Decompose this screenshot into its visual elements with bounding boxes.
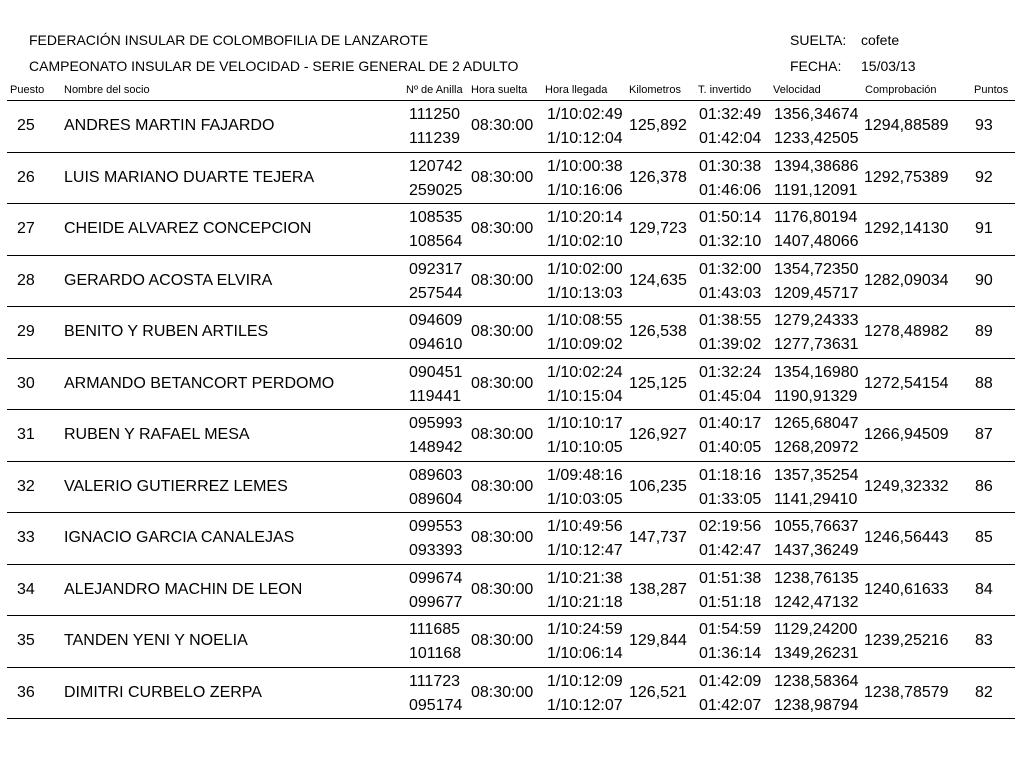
row-nombre: IGNACIO GARCIA CANALEJAS <box>64 529 295 546</box>
row-hora-suelta: 08:30:00 <box>471 683 534 701</box>
row-velocidad-1: 1356,34674 <box>774 106 859 123</box>
row-comprobacion: 1294,88589 <box>864 117 949 134</box>
row-velocidad-2: 1349,26231 <box>774 645 859 662</box>
table-row <box>7 564 1015 617</box>
row-kilometros: 138,287 <box>629 580 687 598</box>
row-tiempo-1: 01:18:16 <box>699 466 762 484</box>
row-puntos: 84 <box>975 580 993 598</box>
row-tiempo-1: 01:40:17 <box>699 415 762 432</box>
row-velocidad-2: 1238,98794 <box>774 696 859 714</box>
row-hora-suelta: 08:30:00 <box>471 271 534 289</box>
row-hora-suelta: 08:30:00 <box>471 426 534 443</box>
col-kilometros: Kilometros <box>629 84 681 96</box>
row-anilla-1: 099674 <box>409 569 463 587</box>
row-anilla-2: 093393 <box>409 542 463 559</box>
row-velocidad-2: 1233,42505 <box>774 130 859 147</box>
row-puntos: 89 <box>975 323 993 340</box>
row-velocidad-2: 1191,12091 <box>774 181 858 199</box>
row-puesto: 32 <box>17 477 35 495</box>
row-llegada-2: 1/10:13:03 <box>547 284 623 302</box>
row-anilla-1: 111723 <box>409 672 461 690</box>
row-llegada-1: 1/10:12:09 <box>547 672 623 690</box>
row-anilla-1: 120742 <box>409 157 463 175</box>
row-anilla-2: 089604 <box>409 490 463 508</box>
row-puesto: 30 <box>17 374 35 392</box>
row-nombre: DIMITRI CURBELO ZERPA <box>64 683 262 701</box>
row-llegada-2: 1/10:09:02 <box>547 336 623 353</box>
row-anilla-2: 111239 <box>409 130 461 147</box>
row-anilla-1: 111685 <box>409 621 461 638</box>
row-comprobacion: 1292,14130 <box>864 220 949 237</box>
row-tiempo-1: 01:51:38 <box>699 569 762 587</box>
row-puesto: 28 <box>17 271 35 289</box>
row-anilla-2: 259025 <box>409 181 463 199</box>
row-comprobacion: 1246,56443 <box>864 529 949 546</box>
col-velocidad: Velocidad <box>773 84 821 96</box>
row-puesto: 26 <box>17 168 35 186</box>
row-llegada-2: 1/10:02:10 <box>547 233 623 250</box>
row-kilometros: 126,378 <box>629 168 687 186</box>
row-anilla-1: 108535 <box>409 209 463 226</box>
row-puesto: 36 <box>17 683 35 701</box>
row-nombre: BENITO Y RUBEN ARTILES <box>64 323 269 340</box>
row-llegada-2: 1/10:12:07 <box>547 696 623 714</box>
row-llegada-1: 1/09:48:16 <box>547 466 623 484</box>
table-row <box>7 100 1015 153</box>
row-llegada-2: 1/10:16:06 <box>547 181 623 199</box>
row-hora-suelta: 08:30:00 <box>471 117 534 134</box>
row-hora-suelta: 08:30:00 <box>471 580 534 598</box>
row-tiempo-1: 01:42:09 <box>699 672 762 690</box>
row-tiempo-2: 01:33:05 <box>699 490 762 508</box>
row-puntos: 85 <box>975 529 993 546</box>
table-row <box>7 615 1015 668</box>
row-kilometros: 126,538 <box>629 323 687 340</box>
row-hora-suelta: 08:30:00 <box>471 632 534 649</box>
row-nombre: ANDRES MARTIN FAJARDO <box>64 117 275 134</box>
row-puntos: 86 <box>975 477 993 495</box>
col-hora-suelta: Hora suelta <box>471 84 528 96</box>
row-anilla-1: 089603 <box>409 466 463 484</box>
table-row <box>7 306 1015 359</box>
row-comprobacion: 1292,75389 <box>864 168 949 186</box>
row-comprobacion: 1282,09034 <box>864 271 949 289</box>
row-anilla-1: 111250 <box>409 106 461 123</box>
row-hora-suelta: 08:30:00 <box>471 220 534 237</box>
championship-title: CAMPEONATO INSULAR DE VELOCIDAD - SERIE GENERAL DE 2 ADULTO <box>29 58 519 74</box>
row-tiempo-2: 01:36:14 <box>699 645 762 662</box>
row-tiempo-1: 01:32:24 <box>699 363 762 381</box>
row-velocidad-1: 1055,76637 <box>774 518 859 535</box>
col-t-invertido: T. invertido <box>698 84 752 96</box>
row-anilla-2: 101168 <box>409 645 462 662</box>
row-puntos: 83 <box>975 632 993 649</box>
row-anilla-2: 094610 <box>409 336 463 353</box>
row-velocidad-2: 1242,47132 <box>774 593 859 611</box>
row-tiempo-2: 01:43:03 <box>699 284 762 302</box>
row-puntos: 82 <box>975 683 993 701</box>
row-puesto: 25 <box>17 117 35 134</box>
row-velocidad-1: 1238,58364 <box>774 672 859 690</box>
row-velocidad-2: 1209,45717 <box>774 284 859 302</box>
results-table <box>7 100 1015 720</box>
col-puntos: Puntos <box>974 84 1009 96</box>
row-tiempo-1: 01:32:49 <box>699 106 762 123</box>
row-tiempo-2: 01:42:07 <box>699 696 762 714</box>
suelta-value: cofete <box>861 32 900 48</box>
row-nombre: ALEJANDRO MACHIN DE LEON <box>64 580 303 598</box>
row-kilometros: 129,723 <box>629 220 687 237</box>
row-comprobacion: 1249,32332 <box>864 477 949 495</box>
row-velocidad-2: 1190,91329 <box>774 387 858 405</box>
row-anilla-1: 095993 <box>409 415 463 432</box>
row-tiempo-1: 01:38:55 <box>699 312 762 329</box>
row-kilometros: 124,635 <box>629 271 687 289</box>
row-puntos: 92 <box>975 168 993 186</box>
row-velocidad-1: 1357,35254 <box>774 466 859 484</box>
row-puesto: 31 <box>17 426 35 443</box>
fecha-label: FECHA: <box>790 58 842 74</box>
row-comprobacion: 1272,54154 <box>864 374 949 392</box>
row-velocidad-2: 1407,48066 <box>774 233 859 250</box>
row-tiempo-2: 01:45:04 <box>699 387 762 405</box>
row-llegada-2: 1/10:15:04 <box>547 387 623 405</box>
row-anilla-2: 148942 <box>409 439 463 456</box>
row-anilla-1: 099553 <box>409 518 463 535</box>
row-kilometros: 126,927 <box>629 426 687 443</box>
row-tiempo-2: 01:40:05 <box>699 439 762 456</box>
row-tiempo-2: 01:51:18 <box>699 593 762 611</box>
row-anilla-2: 099677 <box>409 593 463 611</box>
table-row <box>7 255 1015 308</box>
row-velocidad-1: 1354,72350 <box>774 260 859 278</box>
row-nombre: RUBEN Y RAFAEL MESA <box>64 426 250 443</box>
row-tiempo-1: 01:54:59 <box>699 621 762 638</box>
row-nombre: CHEIDE ALVAREZ CONCEPCION <box>64 220 312 237</box>
row-velocidad-2: 1437,36249 <box>774 542 859 559</box>
row-llegada-1: 1/10:02:49 <box>547 106 623 123</box>
table-row <box>7 667 1015 720</box>
row-llegada-1: 1/10:24:59 <box>547 621 623 638</box>
row-anilla-1: 092317 <box>409 260 463 278</box>
row-llegada-1: 1/10:20:14 <box>547 209 623 226</box>
col-nombre: Nombre del socio <box>64 84 150 96</box>
row-llegada-1: 1/10:21:38 <box>547 569 623 587</box>
col-comprobacion: Comprobación <box>865 84 937 96</box>
row-kilometros: 106,235 <box>629 477 687 495</box>
row-velocidad-1: 1238,76135 <box>774 569 859 587</box>
row-tiempo-1: 01:32:00 <box>699 260 762 278</box>
row-puntos: 93 <box>975 117 993 134</box>
row-puesto: 34 <box>17 580 35 598</box>
table-row <box>7 152 1015 205</box>
row-llegada-2: 1/10:06:14 <box>547 645 623 662</box>
row-llegada-1: 1/10:02:00 <box>547 260 623 278</box>
row-puesto: 27 <box>17 220 35 237</box>
col-anilla: Nº de Anilla <box>406 84 463 96</box>
row-tiempo-2: 01:42:04 <box>699 130 762 147</box>
row-tiempo-1: 01:30:38 <box>699 157 762 175</box>
row-puntos: 90 <box>975 271 993 289</box>
fecha-value: 15/03/13 <box>861 58 916 74</box>
row-kilometros: 125,125 <box>629 374 687 392</box>
row-puesto: 33 <box>17 529 35 546</box>
row-llegada-2: 1/10:12:04 <box>547 130 623 147</box>
row-tiempo-2: 01:32:10 <box>699 233 762 250</box>
row-hora-suelta: 08:30:00 <box>471 323 534 340</box>
row-llegada-2: 1/10:03:05 <box>547 490 623 508</box>
row-kilometros: 129,844 <box>629 632 687 649</box>
row-llegada-1: 1/10:49:56 <box>547 518 623 535</box>
row-puesto: 29 <box>17 323 35 340</box>
row-anilla-2: 119441 <box>409 387 462 405</box>
row-anilla-2: 257544 <box>409 284 463 302</box>
row-nombre: ARMANDO BETANCORT PERDOMO <box>64 374 335 392</box>
row-tiempo-2: 01:46:06 <box>699 181 762 199</box>
row-llegada-1: 1/10:10:17 <box>547 415 623 432</box>
row-velocidad-1: 1265,68047 <box>774 415 859 432</box>
row-comprobacion: 1239,25216 <box>864 632 949 649</box>
row-kilometros: 125,892 <box>629 117 687 134</box>
row-puntos: 91 <box>975 220 993 237</box>
table-row <box>7 512 1015 565</box>
row-velocidad-2: 1141,29410 <box>774 490 858 508</box>
row-llegada-1: 1/10:02:24 <box>547 363 623 381</box>
row-anilla-1: 094609 <box>409 312 463 329</box>
row-tiempo-1: 02:19:56 <box>699 518 762 535</box>
row-puntos: 88 <box>975 374 993 392</box>
col-hora-llegada: Hora llegada <box>545 84 608 96</box>
row-nombre: GERARDO ACOSTA ELVIRA <box>64 271 273 289</box>
row-velocidad-1: 1279,24333 <box>774 312 859 329</box>
row-nombre: TANDEN YENI Y NOELIA <box>64 632 248 649</box>
row-velocidad-2: 1268,20972 <box>774 439 859 456</box>
row-nombre: LUIS MARIANO DUARTE TEJERA <box>64 168 315 186</box>
row-llegada-1: 1/10:08:55 <box>547 312 623 329</box>
row-llegada-2: 1/10:10:05 <box>547 439 623 456</box>
row-hora-suelta: 08:30:00 <box>471 477 534 495</box>
row-velocidad-1: 1354,16980 <box>774 363 859 381</box>
table-row <box>7 358 1015 411</box>
table-row <box>7 409 1015 462</box>
row-anilla-2: 095174 <box>409 696 463 714</box>
row-anilla-2: 108564 <box>409 233 463 250</box>
row-comprobacion: 1240,61633 <box>864 580 949 598</box>
row-llegada-2: 1/10:12:47 <box>547 542 623 559</box>
suelta-label: SUELTA: <box>790 32 847 48</box>
table-row <box>7 203 1015 256</box>
row-tiempo-1: 01:50:14 <box>699 209 762 226</box>
row-anilla-1: 090451 <box>409 363 463 381</box>
row-velocidad-1: 1129,24200 <box>774 621 858 638</box>
row-comprobacion: 1278,48982 <box>864 323 949 340</box>
row-hora-suelta: 08:30:00 <box>471 168 534 186</box>
row-velocidad-2: 1277,73631 <box>774 336 859 353</box>
row-velocidad-1: 1176,80194 <box>774 209 858 226</box>
row-puntos: 87 <box>975 426 993 443</box>
row-comprobacion: 1238,78579 <box>864 683 949 701</box>
row-tiempo-2: 01:42:47 <box>699 542 762 559</box>
row-kilometros: 147,737 <box>629 529 687 546</box>
row-llegada-1: 1/10:00:38 <box>547 157 623 175</box>
row-puesto: 35 <box>17 632 35 649</box>
row-hora-suelta: 08:30:00 <box>471 529 534 546</box>
row-nombre: VALERIO GUTIERREZ LEMES <box>64 477 288 495</box>
row-tiempo-2: 01:39:02 <box>699 336 762 353</box>
row-comprobacion: 1266,94509 <box>864 426 949 443</box>
col-puesto: Puesto <box>10 84 45 96</box>
table-row <box>7 461 1015 514</box>
row-hora-suelta: 08:30:00 <box>471 374 534 392</box>
row-velocidad-1: 1394,38686 <box>774 157 859 175</box>
federation-title: FEDERACIÓN INSULAR DE COLOMBOFILIA DE LANZAROTE <box>29 32 429 48</box>
row-llegada-2: 1/10:21:18 <box>547 593 623 611</box>
row-kilometros: 126,521 <box>629 683 687 701</box>
table-bottom-rule <box>7 718 1015 719</box>
